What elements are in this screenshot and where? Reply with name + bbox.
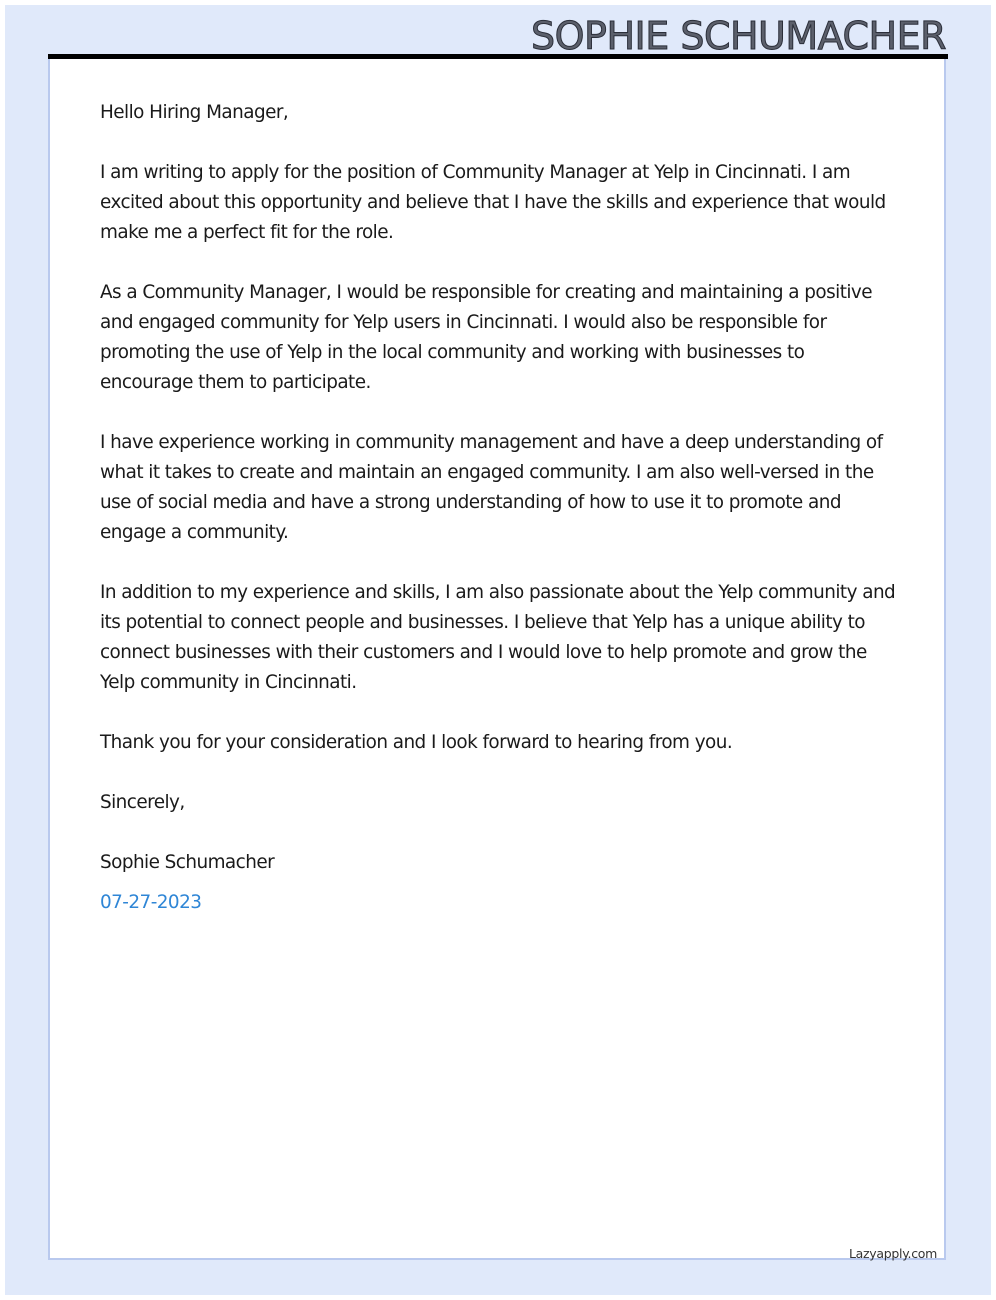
watermark: Lazyapply.com: [849, 1246, 937, 1261]
letter-body: [100, 98, 900, 918]
paragraph-2: As a Community Manager, I would be responsible for creating and maintaining a positive and engaged community for Yelp users in Cincinnati. I would also be responsible for promoting the use of Yelp in the local community and working with businesses to encourage them to participate.: [100, 282, 873, 393]
closing: Sincerely,: [100, 792, 185, 813]
greeting: Hello Hiring Manager,: [100, 102, 289, 123]
paragraph-1: I am writing to apply for the position of Community Manager at Yelp in Cincinnati. I am excited about this opportunity and believe that I have the skills and experience that would make me a perfect fit for the role.: [100, 162, 886, 243]
header-name: SOPHIE SCHUMACHER: [531, 14, 946, 58]
letter-date: 07-27-2023: [100, 892, 202, 913]
paragraph-4: In addition to my experience and skills, I am also passionate about the Yelp community and its potential to connect people and businesses. I believe that Yelp has a unique ability to connect businesses with their customers and I would love to help promote and grow the Yelp community in Cincinnati.: [100, 582, 896, 693]
paragraph-3: I have experience working in community management and have a deep understanding of what it takes to create and maintain an engaged community. I am also well-versed in the use of social media and have a strong understanding of how to use it to promote and engage a community.: [100, 432, 883, 543]
signature: Sophie Schumacher: [100, 852, 275, 873]
paragraph-5: Thank you for your consideration and I look forward to hearing from you.: [100, 732, 733, 753]
